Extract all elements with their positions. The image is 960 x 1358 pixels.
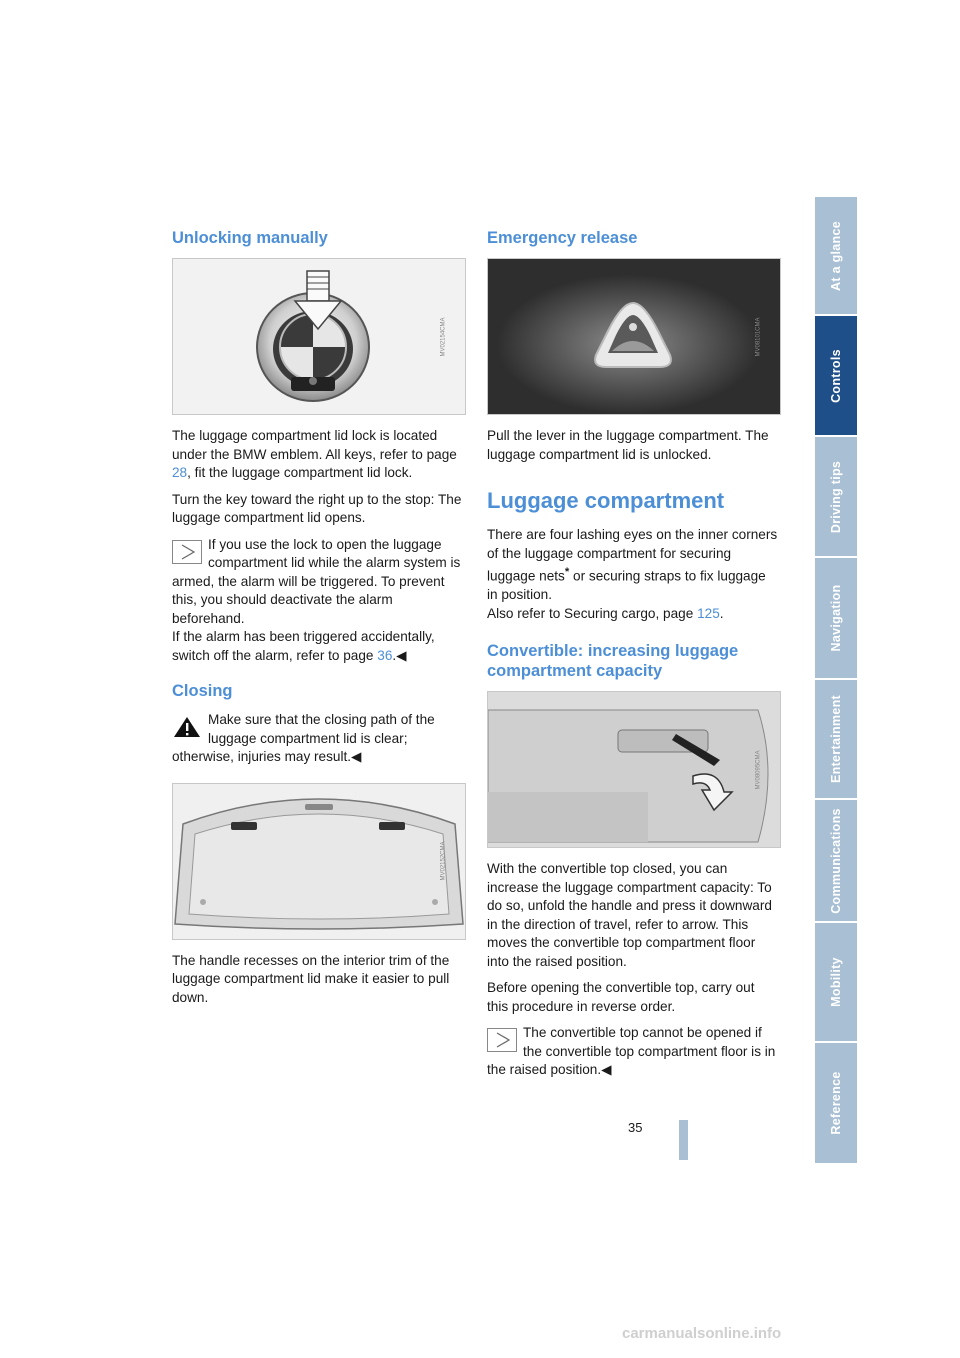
chapter-tabs	[815, 197, 857, 1165]
figure-code: MV08095CMA	[755, 750, 762, 790]
warning-icon	[172, 715, 202, 739]
lid-interior-image	[173, 784, 465, 939]
tab-entertainment[interactable]	[815, 680, 857, 798]
page-link-125[interactable]: 125	[697, 605, 720, 621]
warning-text: Make sure that the closing path of the luggage compartment lid is clear; otherwise, injuries may result.◀	[172, 712, 435, 764]
warning-note	[172, 711, 464, 767]
figure-code: MV02154CMA	[440, 316, 447, 357]
figure-emblem-lock	[172, 258, 466, 415]
watermark: carmanualsonline.info	[622, 1325, 782, 1342]
text: , fit the luggage compartment lid lock.	[187, 465, 413, 480]
figure-emergency-lever	[487, 258, 781, 415]
paragraph-handle-recesses: The handle recesses on the interior trim of the luggage compartment lid make it easier to pull down.	[172, 952, 450, 1005]
tab-mobility[interactable]	[815, 923, 857, 1041]
left-column	[172, 228, 464, 1015]
tab-label: Controls	[829, 348, 843, 403]
paragraph-lock-location	[172, 427, 464, 483]
note-triangle-icon	[172, 540, 202, 564]
paragraph-increase-capacity: With the convertible top closed, you can increase the luggage compartment capacity: To do so, unfold the handle and press it downward in the direction of travel, refer to arrow. This moves the convertible top compartment floor into the raised position.	[487, 861, 772, 969]
page-number: 35	[628, 1120, 643, 1135]
figure-lid-interior	[172, 783, 466, 940]
text: .	[719, 605, 724, 621]
tab-label: Communications	[829, 807, 843, 914]
page-marker-bar	[679, 1120, 688, 1160]
tab-driving-tips[interactable]	[815, 437, 857, 556]
text: There are four lashing eyes on the inner corners of the luggage compartment for securing luggage nets	[487, 527, 778, 584]
note-text: If you use the lock to open the luggage compartment lid while the alarm system is armed, the alarm will be triggered. To prevent this, you should deactivate the alarm beforehand.	[172, 536, 461, 626]
paragraph-lashing-eyes	[487, 526, 779, 623]
convertible-note	[487, 1024, 779, 1080]
figure-code: MV02152CMA	[440, 841, 447, 881]
alarm-note	[172, 536, 464, 666]
tab-label: Navigation	[829, 584, 843, 652]
luggage-compartment-heading: Luggage compartment	[487, 488, 725, 513]
tab-reference[interactable]	[815, 1043, 857, 1163]
tab-controls[interactable]	[815, 316, 857, 435]
emblem-lock-image	[173, 259, 465, 414]
unlocking-manually-heading: Unlocking manually	[172, 229, 328, 247]
text: or securing straps to fix luggage in position.	[487, 568, 766, 603]
note-text: The convertible top cannot be opened if the convertible top compartment floor is in the raised position.◀	[487, 1025, 776, 1078]
tab-label: Reference	[829, 1071, 843, 1135]
convertible-handle-image	[488, 692, 780, 847]
page-link-28[interactable]: 28	[172, 465, 188, 480]
text: Also refer to Securing cargo, page	[487, 605, 698, 621]
note-text: If the alarm has been triggered accidentally, switch off the alarm, refer to page	[172, 629, 435, 663]
note-triangle-icon	[487, 1028, 517, 1052]
paragraph-pull-lever: Pull the lever in the luggage compartment. The luggage compartment lid is unlocked.	[487, 428, 769, 462]
right-column	[487, 228, 779, 1088]
tab-communications[interactable]	[815, 800, 857, 921]
note-end: .◀	[392, 647, 407, 663]
emergency-release-heading: Emergency release	[487, 229, 638, 247]
text: The luggage compartment lid lock is located under the BMW emblem. All keys, refer to page	[172, 428, 457, 462]
paragraph-reverse-order: Before opening the convertible top, carry out this procedure in reverse order.	[487, 980, 755, 1014]
figure-convertible-handle	[487, 691, 781, 848]
figure-code: MV08101CMA	[755, 316, 762, 357]
tab-at-a-glance[interactable]	[815, 197, 857, 314]
tab-label: Driving tips	[829, 460, 843, 533]
page-link-36[interactable]: 36	[377, 647, 393, 663]
closing-heading: Closing	[172, 682, 233, 700]
tab-label: Entertainment	[829, 695, 843, 783]
tab-label: At a glance	[829, 220, 843, 291]
paragraph-turn-key: Turn the key toward the right up to the stop: The luggage compartment lid opens.	[172, 491, 462, 525]
emergency-lever-image	[488, 259, 780, 414]
optional-star: *	[564, 566, 570, 578]
tab-label: Mobility	[829, 957, 843, 1007]
tab-navigation[interactable]	[815, 558, 857, 678]
convertible-heading: Convertible: increasing luggage compartment capacity	[487, 642, 739, 681]
